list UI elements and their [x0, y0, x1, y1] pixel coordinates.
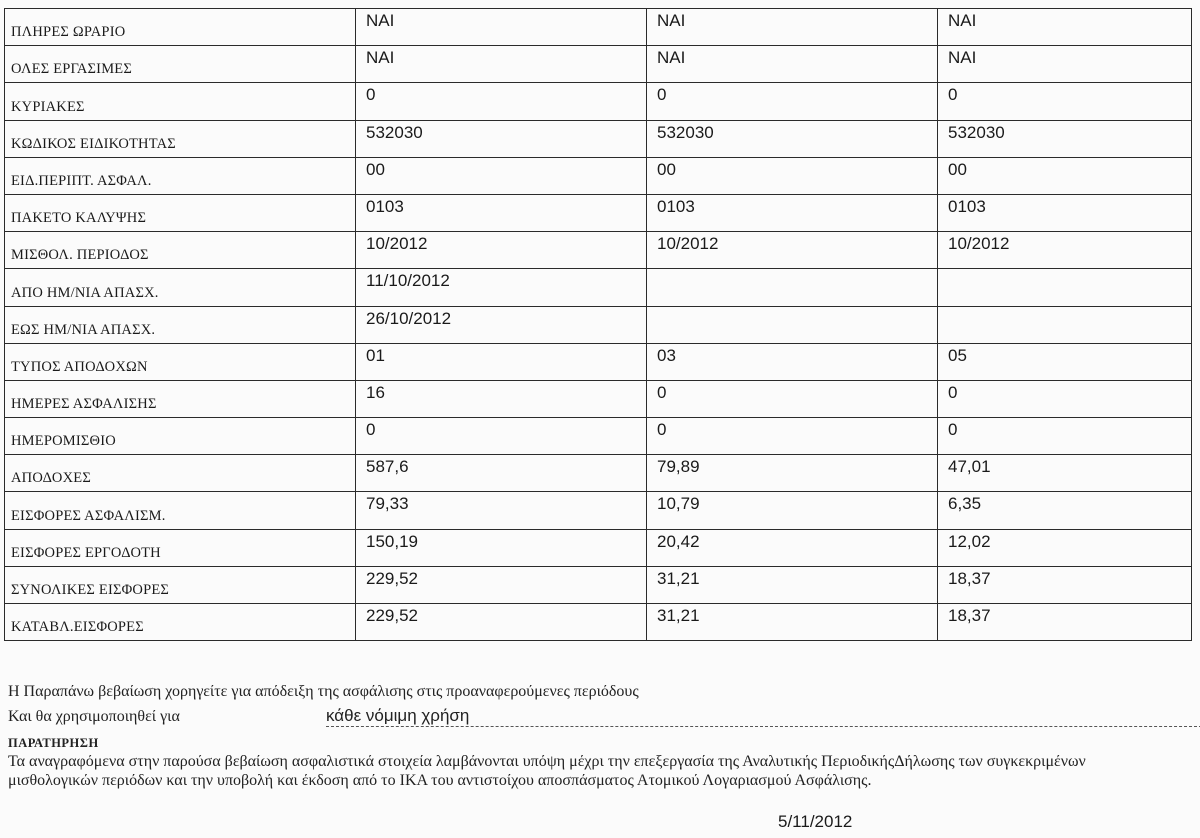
use-value: κάθε νόμιμη χρήση: [326, 706, 470, 725]
row-value-col2: 10,79: [647, 492, 938, 529]
row-value-col1: 0: [356, 418, 647, 455]
table-row: [5, 306, 1192, 343]
row-label: ΠΑΚΕΤΟ ΚΑΛΥΨΗΣ: [5, 194, 356, 231]
row-label: ΚΑΤΑΒΛ.ΕΙΣΦΟΡΕΣ: [5, 604, 356, 641]
row-label: ΗΜΕΡΟΜΙΣΘΙΟ: [5, 418, 356, 455]
row-value-col3: 10/2012: [938, 232, 1192, 269]
table-row: [5, 343, 1192, 380]
table-row: [5, 492, 1192, 529]
row-value-col1: 0: [356, 83, 647, 120]
row-label: ΟΛΕΣ ΕΡΓΑΣΙΜΕΣ: [5, 46, 356, 83]
table-row: [5, 46, 1192, 83]
row-value-col3: ΝΑΙ: [938, 9, 1192, 46]
table-row: [5, 269, 1192, 306]
row-value-col2: 0103: [647, 194, 938, 231]
row-value-col2: 31,21: [647, 604, 938, 641]
row-value-col1: 587,6: [356, 455, 647, 492]
insurance-details-body: [5, 9, 1192, 641]
table-row: [5, 455, 1192, 492]
row-value-col1: 150,19: [356, 529, 647, 566]
row-value-col2: 31,21: [647, 566, 938, 603]
use-prefix: Και θα χρησιμοποιηθεί για: [8, 708, 180, 725]
use-value-field: [326, 706, 1200, 727]
row-value-col2: 03: [647, 343, 938, 380]
row-label: ΠΛΗΡΕΣ ΩΡΑΡΙΟ: [5, 9, 356, 46]
issue-date: 5/11/2012: [778, 812, 853, 831]
row-value-col3: 0103: [938, 194, 1192, 231]
row-value-col2: 10/2012: [647, 232, 938, 269]
insurance-details-table: [4, 8, 1192, 641]
row-value-col3: ΝΑΙ: [938, 46, 1192, 83]
row-label: ΜΙΣΘΟΛ. ΠΕΡΙΟΔΟΣ: [5, 232, 356, 269]
row-value-col1: 532030: [356, 120, 647, 157]
table-row: [5, 157, 1192, 194]
row-value-col1: 01: [356, 343, 647, 380]
row-value-col3: 18,37: [938, 566, 1192, 603]
row-value-col3: 18,37: [938, 604, 1192, 641]
row-value-col3: 6,35: [938, 492, 1192, 529]
row-label: ΤΥΠΟΣ ΑΠΟΔΟΧΩΝ: [5, 343, 356, 380]
table-row: [5, 566, 1192, 603]
row-value-col3: 0: [938, 418, 1192, 455]
row-value-col2: ΝΑΙ: [647, 46, 938, 83]
row-value-col1: 11/10/2012: [356, 269, 647, 306]
table-row: [5, 604, 1192, 641]
row-label: ΕΙΔ.ΠΕΡΙΠΤ. ΑΣΦΑΛ.: [5, 157, 356, 194]
row-value-col2: 532030: [647, 120, 938, 157]
table-row: [5, 529, 1192, 566]
row-value-col1: 26/10/2012: [356, 306, 647, 343]
row-value-col3: 0: [938, 380, 1192, 417]
table-row: [5, 380, 1192, 417]
row-value-col2: 0: [647, 83, 938, 120]
row-value-col3: 05: [938, 343, 1192, 380]
row-value-col2: 00: [647, 157, 938, 194]
row-label: ΑΠΟΔΟΧΕΣ: [5, 455, 356, 492]
row-value-col1: 0103: [356, 194, 647, 231]
row-value-col1: ΝΑΙ: [356, 9, 647, 46]
row-value-col3: [938, 306, 1192, 343]
row-value-col3: 532030: [938, 120, 1192, 157]
row-value-col1: 79,33: [356, 492, 647, 529]
table-row: [5, 232, 1192, 269]
row-label: ΣΥΝΟΛΙΚΕΣ ΕΙΣΦΟΡΕΣ: [5, 566, 356, 603]
remark-title: ΠΑΡΑΤΗΡΗΣΗ: [8, 736, 99, 750]
row-value-col3: 12,02: [938, 529, 1192, 566]
row-value-col1: 00: [356, 157, 647, 194]
table-row: [5, 120, 1192, 157]
row-label: ΚΥΡΙΑΚΕΣ: [5, 83, 356, 120]
row-value-col1: 16: [356, 380, 647, 417]
row-value-col2: 0: [647, 418, 938, 455]
row-label: ΕΙΣΦΟΡΕΣ ΕΡΓΟΔΟΤΗ: [5, 529, 356, 566]
use-line: [8, 706, 470, 726]
remark-text: Τα αναγραφόμενα στην παρούσα βεβαίωση ασφαλιστικά στοιχεία λαμβάνονται υπόψη μέχρι την επεξεργασία της Αναλυτικής ΠεριοδικήςΔήλωσης των συγκεκριμένων μισθολογικών περιόδων και την υποβολή και έκδοση από το ΙΚΑ του αντιστοίχου αποσπάσματος Ατομικού Λογαριασμού Ασφάλισης.: [8, 753, 1086, 789]
row-label: ΕΩΣ ΗΜ/ΝΙΑ ΑΠΑΣΧ.: [5, 306, 356, 343]
row-value-col1: 229,52: [356, 566, 647, 603]
row-label: ΑΠΟ ΗΜ/ΝΙΑ ΑΠΑΣΧ.: [5, 269, 356, 306]
row-value-col1: ΝΑΙ: [356, 46, 647, 83]
table-row: [5, 194, 1192, 231]
row-value-col3: [938, 269, 1192, 306]
table-row: [5, 9, 1192, 46]
row-label: ΚΩΔΙΚΟΣ ΕΙΔΙΚΟΤΗΤΑΣ: [5, 120, 356, 157]
row-value-col3: 0: [938, 83, 1192, 120]
row-value-col3: 47,01: [938, 455, 1192, 492]
statement-text: Η Παραπάνω βεβαίωση χορηγείτε για απόδειξη της ασφάλισης στις προαναφερούμενες περιόδους: [8, 683, 639, 700]
row-value-col2: 0: [647, 380, 938, 417]
row-value-col2: 20,42: [647, 529, 938, 566]
row-label: ΕΙΣΦΟΡΕΣ ΑΣΦΑΛΙΣΜ.: [5, 492, 356, 529]
row-value-col1: 229,52: [356, 604, 647, 641]
row-value-col2: [647, 306, 938, 343]
row-label: ΗΜΕΡΕΣ ΑΣΦΑΛΙΣΗΣ: [5, 380, 356, 417]
row-value-col2: 79,89: [647, 455, 938, 492]
table-row: [5, 418, 1192, 455]
row-value-col2: [647, 269, 938, 306]
table-row: [5, 83, 1192, 120]
row-value-col1: 10/2012: [356, 232, 647, 269]
row-value-col3: 00: [938, 157, 1192, 194]
row-value-col2: ΝΑΙ: [647, 9, 938, 46]
